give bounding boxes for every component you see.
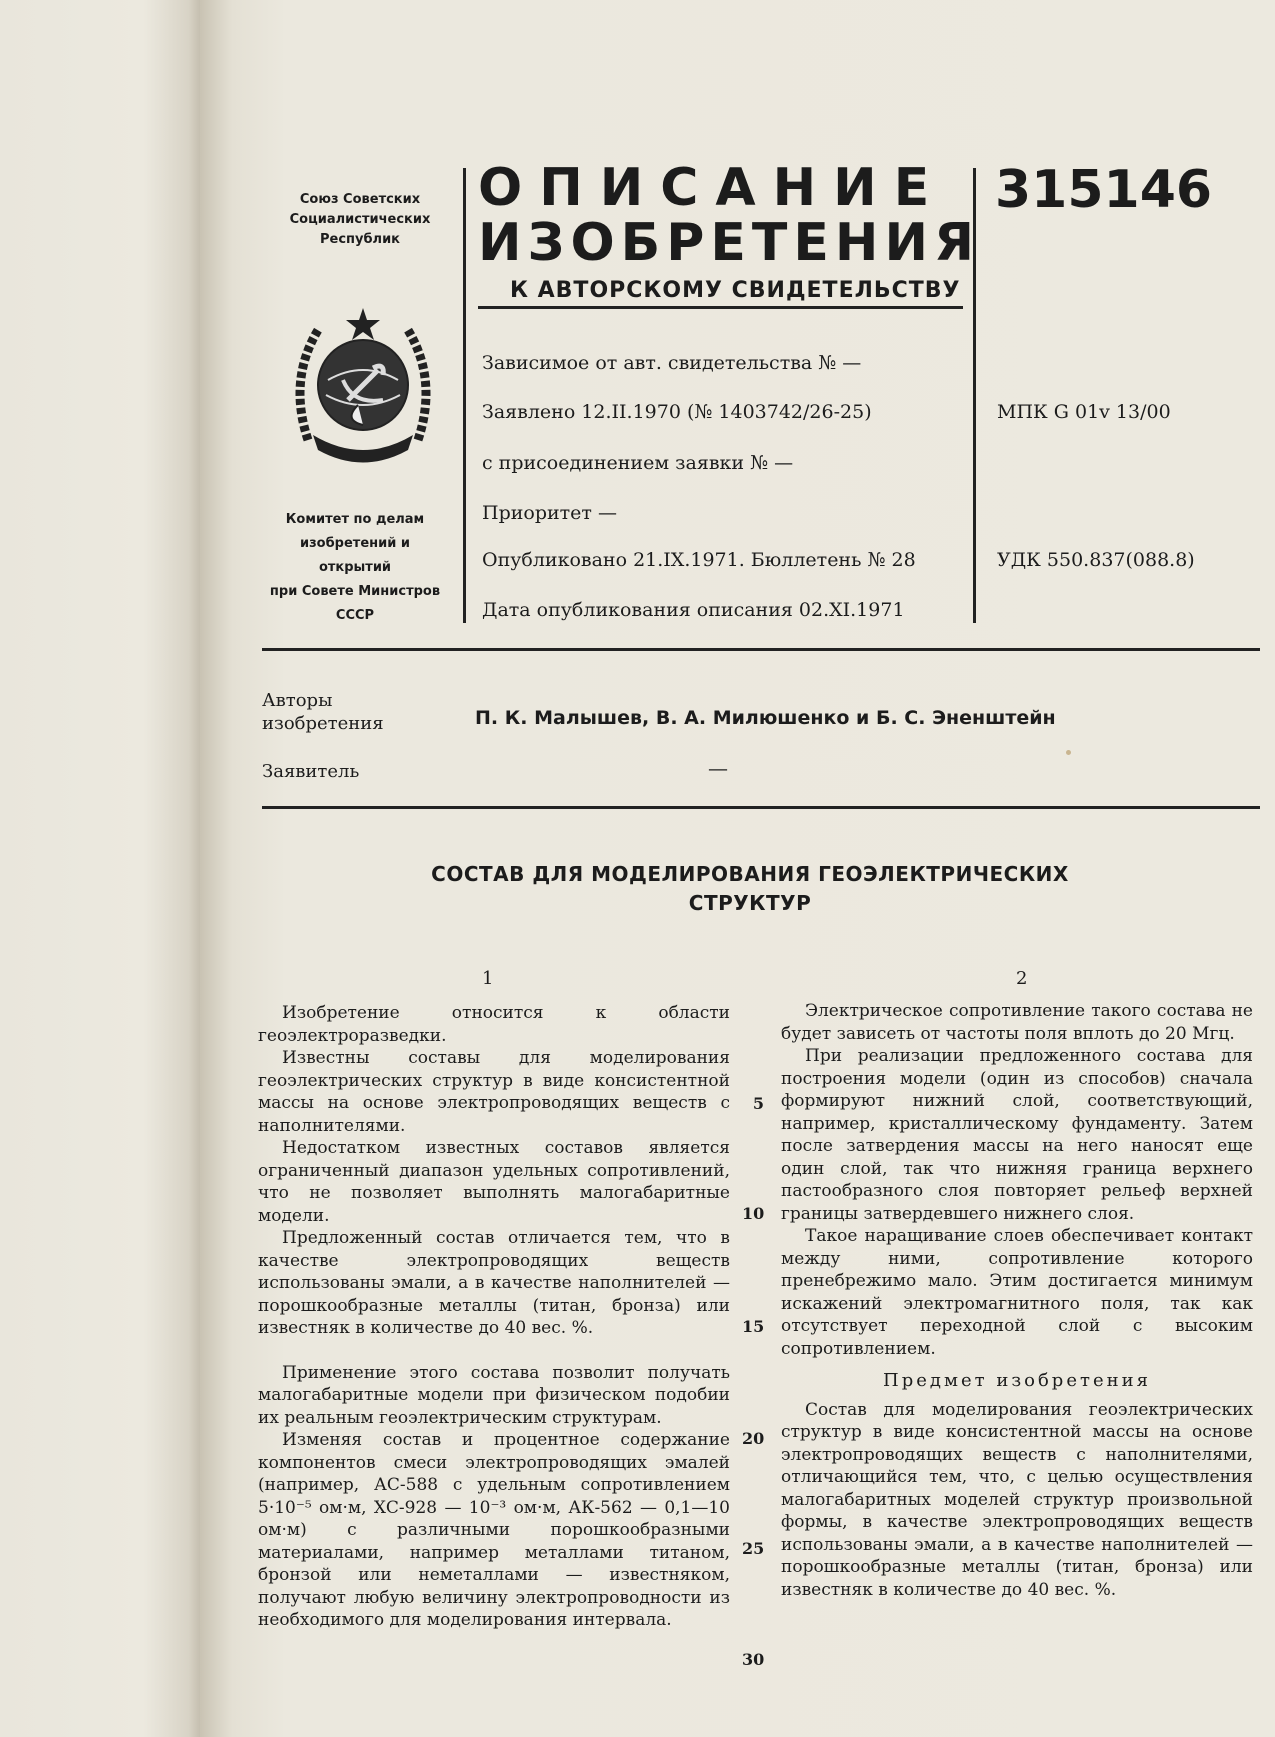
- committee-name: Комитет по делам изобретений и открытий при Совете Министров СССР: [269, 512, 441, 623]
- line-number: 5: [752, 1094, 764, 1113]
- line-number: 25: [742, 1539, 765, 1558]
- line-number: 10: [742, 1204, 765, 1223]
- paragraph: Недостатком известных составов является ограниченный диапазон удельных сопротивлений, что не позволяет выполнять малогабаритные модели.: [258, 1138, 730, 1226]
- state-emblem-icon: [288, 300, 438, 470]
- column-2-number: 2: [1016, 968, 1028, 989]
- invention-heading: СОСТАВ ДЛЯ МОДЕЛИРОВАНИЯ ГЕОЭЛЕКТРИЧЕСКИХ СТРУКТУР: [431, 862, 1069, 915]
- paragraph: При реализации предложенного состава для построения модели (один из способов) сначала формируют нижний слой, соответствующий, например, кристаллическому фундаменту. Затем после затвердения массы на него наносят еще один слой, так что нижняя граница верхнего пастообразного слоя повторяет рельеф верхней границы затвердевшего нижнего слоя.: [781, 1046, 1253, 1224]
- line-number: 15: [742, 1317, 765, 1336]
- subtitle-rule: [478, 306, 963, 309]
- applicant-value: —: [708, 756, 728, 780]
- paragraph: Изобретение относится к области геоэлектроразведки.: [258, 1003, 730, 1046]
- column-1-number: 1: [482, 968, 494, 989]
- joined-line: с присоединением заявки № —: [482, 452, 794, 474]
- title-line-1: ОПИСАНИЕ: [478, 158, 947, 218]
- paragraph: Изменяя состав и процентное содержание компонентов смеси электропроводящих эмалей (например, АС-588 с удельным сопротивлением 5·10⁻⁵ ом·м, ХС-928 — 10⁻³ ом·м, АК-562 — 0,1—10 ом·м) с различными порошкообразными материалами, например металлами титаном, бронзой или неметаллами — известняком, получают любую величину электропроводности из необходимого для моделирования интервала.: [258, 1430, 730, 1630]
- udk-code: УДК 550.837(088.8): [997, 549, 1195, 571]
- line-number: 20: [742, 1429, 765, 1448]
- dependent-line: Зависимое от авт. свидетельства № —: [482, 352, 862, 374]
- mpk-code: МПК G 01v 13/00: [997, 401, 1171, 423]
- applicant-label: Заявитель: [262, 761, 360, 782]
- paragraph: Электрическое сопротивление такого состава не будет зависеть от частоты поля вплоть до 20 Мгц.: [781, 1001, 1253, 1044]
- claims-heading: Предмет изобретения: [883, 1370, 1151, 1391]
- title-line-2: ИЗОБРЕТЕНИЯ: [478, 213, 981, 273]
- description-date-line: Дата опубликования описания 02.XI.1971: [482, 599, 905, 621]
- subtitle: К АВТОРСКОМУ СВИДЕТЕЛЬСТВУ: [510, 278, 961, 303]
- authors-label: Авторы изобретения: [262, 690, 384, 734]
- rule-bottom: [262, 806, 1260, 809]
- facing-page: [0, 0, 205, 1737]
- published-line: Опубликовано 21.IX.1971. Бюллетень № 28: [482, 549, 916, 571]
- claims-paragraph: Состав для моделирования геоэлектрических структур в виде консистентной массы на основе электропроводящих веществ с наполнителями, отличающийся тем, что, с целью осуществления малогабаритных моделей структур произвольной формы, в качестве электропроводящих веществ использованы эмали, а в качестве наполнителей — порошкообразные металлы (титан, бронза) или известняк в количестве до 40 вес. %.: [781, 1399, 1253, 1600]
- divider: [463, 168, 466, 623]
- column-2: [781, 1000, 1253, 1601]
- paragraph: Предложенный состав отличается тем, что в качестве электропроводящих веществ использованы эмали, а в качестве наполнителей — порошкообразные металлы (титан, бронза) или известняк в количестве до 40 вес. %.: [258, 1228, 730, 1338]
- authors: П. К. Малышев, В. А. Милюшенко и Б. С. Эненштейн: [475, 707, 1056, 729]
- paragraph: Известны составы для моделирования геоэлектрических структур в виде консистентной массы на основе электропроводящих веществ с наполнителями.: [258, 1048, 730, 1136]
- paragraph: Такое наращивание слоев обеспечивает контакт между ними, сопротивление которого пренебрежимо мало. Этим достигается минимум искажений электромагнитного поля, так как отсутствует переходной слой с высоким сопротивлением.: [781, 1226, 1253, 1359]
- filed-line: Заявлено 12.II.1970 (№ 1403742/26-25): [482, 401, 872, 423]
- speck: [1066, 750, 1071, 755]
- priority-line: Приоритет —: [482, 502, 617, 524]
- paragraph: Применение этого состава позволит получать малогабаритные модели при физическом подобии их реальным геоэлектрическим структурам.: [258, 1362, 730, 1428]
- org-name: Союз Советских Социалистических Республик: [289, 192, 431, 247]
- patent-number: 315146: [995, 160, 1213, 220]
- line-number: 30: [742, 1650, 765, 1669]
- rule-top: [262, 648, 1260, 651]
- column-1: [258, 1002, 730, 1632]
